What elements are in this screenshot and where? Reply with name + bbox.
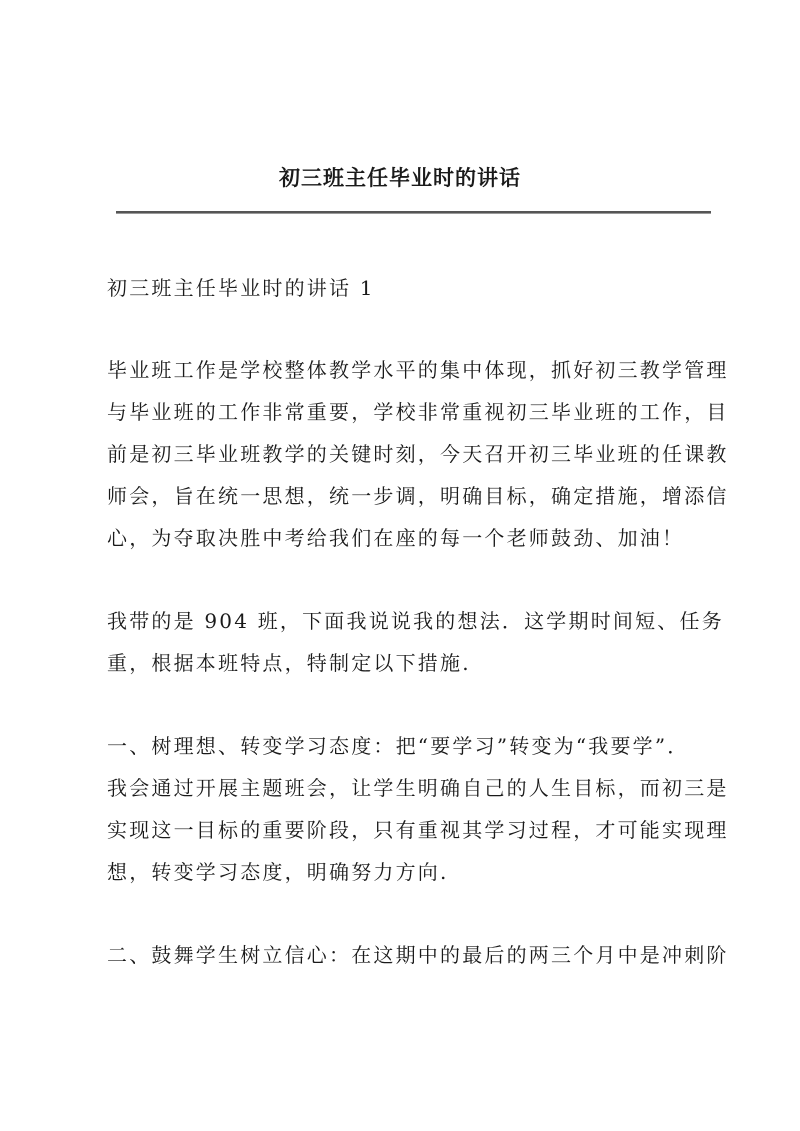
paragraph-line: 二、鼓舞学生树立信心：在这期中的最后的两三个月中是冲刺阶 bbox=[107, 943, 729, 967]
paragraph-line: 想，转变学习态度，明确努力方向. bbox=[107, 860, 449, 884]
paragraph-line: 我带的是 904 班，下面我说说我的想法．这学期时间短、任务 bbox=[107, 609, 724, 633]
paragraph-line: 毕业班工作是学校整体教学水平的集中体现，抓好初三教学管理 bbox=[107, 358, 729, 382]
paragraph-line: 重，根据本班特点，特制定以下措施. bbox=[107, 651, 471, 675]
paragraph-line: 实现这一目标的重要阶段，只有重视其学习过程，才可能实现理 bbox=[107, 818, 729, 842]
document-title: 初三班主任毕业时的讲话 bbox=[279, 165, 521, 190]
paragraph-line: 一、树理想、转变学习态度：把“要学习”转变为“我要学”． bbox=[107, 734, 690, 758]
paragraph-line: 前是初三毕业班教学的关键时刻，今天召开初三毕业班的任课教 bbox=[107, 442, 729, 466]
paragraph-line: 师会，旨在统一思想，统一步调，明确目标，确定措施，增添信 bbox=[107, 484, 729, 508]
title-divider bbox=[116, 211, 711, 214]
section-heading: 初三班主任毕业时的讲话 1 bbox=[107, 276, 375, 300]
paragraph-line: 心，为夺取决胜中考给我们在座的每一个老师鼓劲、加油！ bbox=[107, 526, 685, 550]
paragraph-line: 我会通过开展主题班会，让学生明确自己的人生目标，而初三是 bbox=[107, 776, 729, 800]
paragraph-line: 与毕业班的工作非常重要，学校非常重视初三毕业班的工作，目 bbox=[107, 400, 729, 424]
